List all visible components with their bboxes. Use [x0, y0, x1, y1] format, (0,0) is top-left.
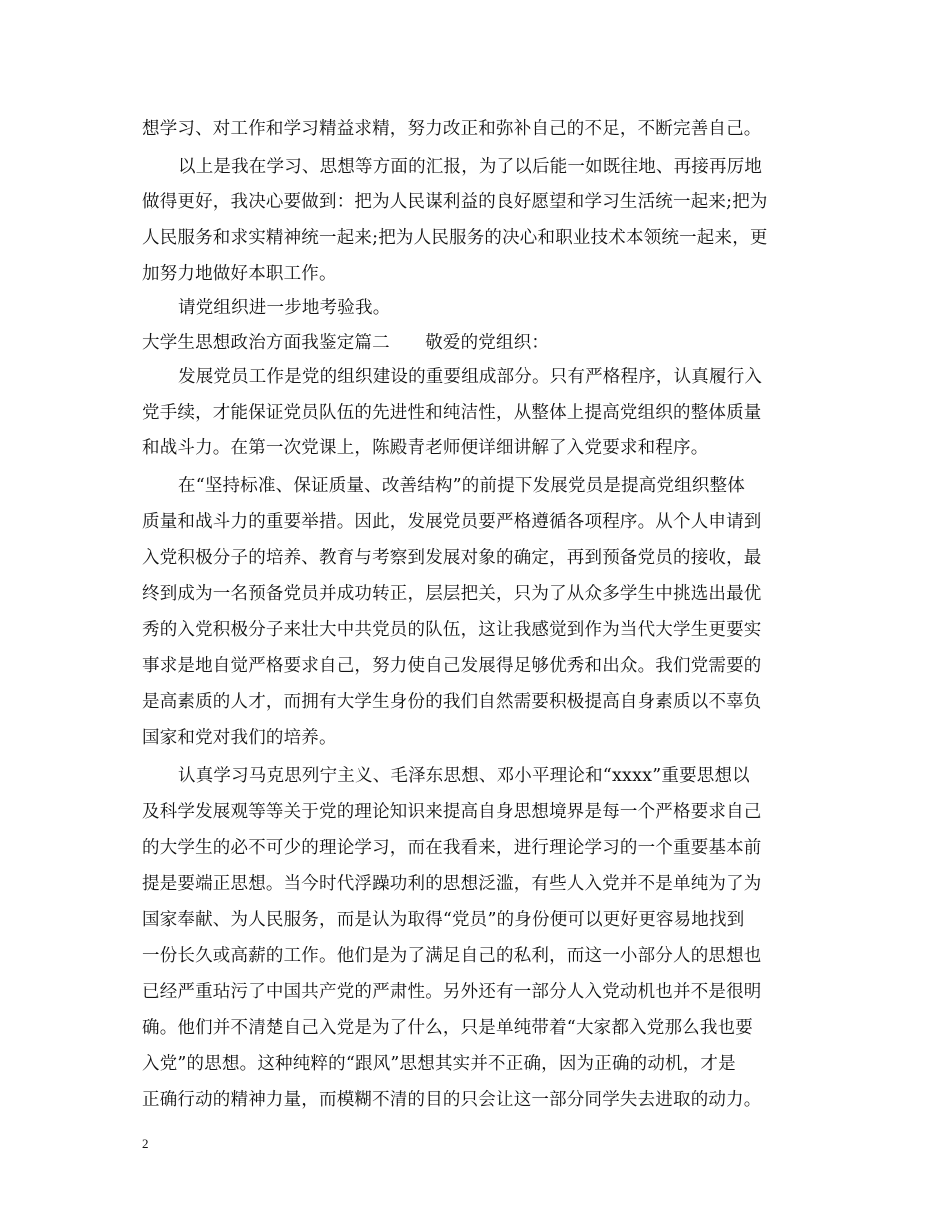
text-line: 是高素质的人才，而拥有大学生身份的我们自然需要积极提高自身素质以不辜负	[142, 692, 762, 712]
text-line: 已经严重玷污了中国共产党的严肃性。另外还有一部分人入党动机也并不是很明	[142, 982, 762, 1002]
text-line: 发展党员工作是党的组织建设的重要组成部分。只有严格程序，认真履行入	[178, 367, 763, 387]
text-line: 和战斗力。在第一次党课上，陈殿青老师便详细讲解了入党要求和程序。	[142, 438, 709, 458]
text-line: 加努力地做好本职工作。	[142, 264, 337, 284]
text-line: 的大学生的必不可少的理论学习，而在我看来，进行理论学习的一个重要基本前	[142, 838, 762, 858]
text-line: 质量和战斗力的重要举措。因此，发展党员要严格遵循各项程序。从个人申请到	[142, 512, 762, 532]
text-line: 终到成为一名预备党员并成功转正，层层把关，只为了从众多学生中挑选出最优	[142, 584, 762, 604]
text-line: 事求是地自觉严格要求自己，努力使自己发展得足够优秀和出众。我们党需要的	[142, 656, 762, 676]
section-heading: 大学生思想政治方面我鉴定篇二 敬爱的党组织：	[142, 333, 550, 353]
text-line: 秀的入党积极分子来壮大中共党员的队伍，这让我感觉到作为当代大学生更要实	[142, 620, 762, 640]
text-line: 正确行动的精神力量，而模糊不清的目的只会让这一部分同学失去进取的动力。	[142, 1090, 762, 1110]
text-line: 国家奉献、为人民服务，而是认为取得“党员”的身份便可以更好更容易地找到	[142, 910, 745, 930]
text-line: 想学习、对工作和学习精益求精，努力改正和弥补自己的不足，不断完善自己。	[142, 119, 762, 139]
text-line: 党手续，才能保证党员队伍的先进性和纯洁性，从整体上提高党组织的整体质量	[142, 403, 762, 423]
text-line: 做得更好，我决心要做到：把为人民谋利益的良好愿望和学习生活统一起来;把为	[142, 192, 768, 212]
text-line: 一份长久或高薪的工作。他们是为了满足自己的私利，而这一小部分人的思想也	[142, 946, 762, 966]
text-line: 认真学习马克思列宁主义、毛泽东思想、邓小平理论和“xxxx”重要思想以	[178, 766, 750, 786]
text-line: 及科学发展观等等关于党的理论知识来提高自身思想境界是每一个严格要求自己	[142, 802, 762, 822]
text-line: 以上是我在学习、思想等方面的汇报，为了以后能一如既往地、再接再厉地	[178, 157, 763, 177]
text-line: 国家和党对我们的培养。	[142, 728, 337, 748]
page-number: 2	[142, 1136, 149, 1151]
text-line: 入党”的思想。这种纯粹的“跟风”思想其实并不正确，因为正确的动机，才是	[142, 1054, 736, 1074]
text-line: 入党积极分子的培养、教育与考察到发展对象的确定，再到预备党员的接收，最	[142, 548, 762, 568]
text-line: 人民服务和求实精神统一起来;把为人民服务的决心和职业技术本领统一起来，更	[142, 228, 768, 248]
text-line: 提是要端正思想。当今时代浮躁功利的思想泛滥，有些人入党并不是单纯为了为	[142, 874, 762, 894]
text-line: 在“坚持标准、保证质量、改善结构”的前提下发展党员是提高党组织整体	[178, 476, 745, 496]
text-line: 请党组织进一步地考验我。	[178, 298, 391, 318]
text-line: 确。他们并不清楚自己入党是为了什么，只是单纯带着“大家都入党那么我也要	[142, 1018, 753, 1038]
